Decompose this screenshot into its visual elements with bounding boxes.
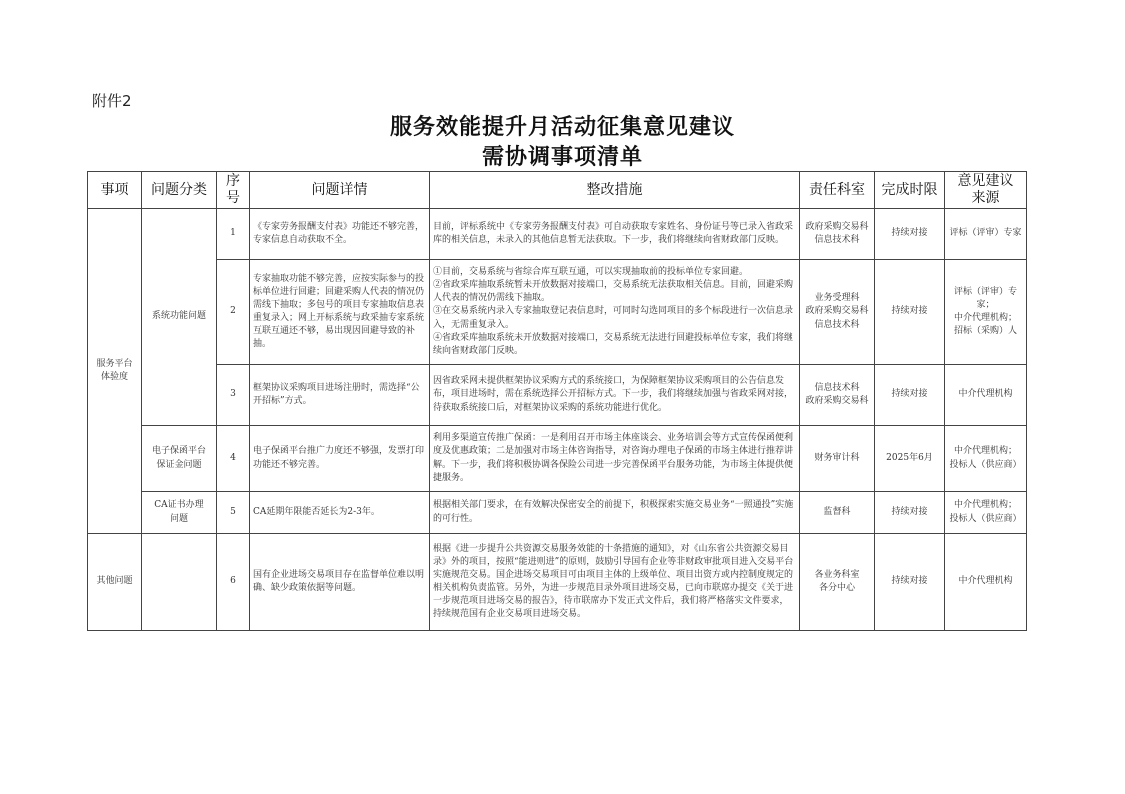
row-detail: 框架协议采购项目进场注册时，需选择“公开招标”方式。	[250, 365, 430, 426]
row-detail: CA延期年限能否延长为2-3年。	[250, 492, 430, 534]
row-measures	[430, 534, 800, 631]
row-deadline: 持续对接	[875, 534, 945, 631]
issues-table	[87, 171, 1027, 631]
group-cell-service-platform: 服务平台 体验度	[88, 209, 142, 534]
measure-paragraph: ①目前，交易系统与省综合库互联互通，可以实现抽取前的投标单位专家回避。	[433, 267, 749, 278]
row-deadline: 持续对接	[875, 209, 945, 260]
category-cell-ca: CA证书办理 问题	[142, 492, 217, 534]
category-cell-system: 系统功能问题	[142, 209, 217, 426]
row-deadline: 持续对接	[875, 365, 945, 426]
header-detail: 问题详情	[250, 172, 430, 209]
header-number: 序号	[217, 172, 250, 209]
row-source: 中介代理机构； 投标人（供应商）	[945, 492, 1027, 534]
measure-paragraph: ③在交易系统内录入专家抽取登记表信息时，可同时勾选同项目的多个标段进行一次信息录入，无需重复录入。	[433, 306, 794, 330]
row-source: 中介代理机构； 投标人（供应商）	[945, 426, 1027, 492]
table-header-row	[88, 172, 1027, 209]
row-department: 业务受理科 政府采购交易科 信息技术科	[800, 260, 875, 365]
document-subtitle: 需协调事项清单	[481, 144, 643, 170]
header-item: 事项	[88, 172, 142, 209]
row-source: 中介代理机构	[945, 365, 1027, 426]
row-number: 3	[217, 365, 250, 426]
row-source: 评标（评审）专家	[945, 209, 1027, 260]
header-source: 意见建议 来源	[945, 172, 1027, 209]
row-detail: 国有企业进场交易项目存在监督单位难以明确、缺少政策依据等问题。	[250, 534, 430, 631]
header-measures: 整改措施	[430, 172, 800, 209]
row-measures	[430, 492, 800, 534]
attachment-label: 附件2	[92, 92, 132, 110]
row-number: 4	[217, 426, 250, 492]
measure-paragraph: 根据相关部门要求，在有效解决保密安全的前提下，积极探索实施交易业务“一照通投”实施的可行性。	[433, 500, 794, 524]
group-cell-other: 其他问题	[88, 534, 142, 631]
row-number: 6	[217, 534, 250, 631]
table-row	[88, 365, 1027, 426]
table-row	[88, 534, 1027, 631]
row-number: 2	[217, 260, 250, 365]
table-row	[88, 426, 1027, 492]
measure-paragraph: 利用多渠道宣传推广保函：一是利用召开市场主体座谈会、业务培训会等方式宣传保函便利度及优惠政策；二是加强对市场主体咨询指导，对咨询办理电子保函的市场主体进行推荐讲解。下一步，我们将积极协调各保险公司进一步完善保函平台服务功能，为市场主体提供便捷服务。	[433, 433, 794, 483]
row-detail: 电子保函平台推广力度还不够强，发票打印功能还不够完善。	[250, 426, 430, 492]
row-source: 中介代理机构	[945, 534, 1027, 631]
header-category: 问题分类	[142, 172, 217, 209]
row-measures	[430, 260, 800, 365]
row-department: 信息技术科 政府采购交易科	[800, 365, 875, 426]
row-department: 监督科	[800, 492, 875, 534]
header-department: 责任科室	[800, 172, 875, 209]
measure-paragraph: 根据《进一步提升公共资源交易服务效能的十条措施的通知》，对《山东省公共资源交易目录》外的项目，按照“能进则进”的原则，鼓励引导国有企业等非财政审批项目进入交易平台实施规范交易。国企进场交易项目可由项目主体的上级单位、项目出资方或内控制度规定的相关机构负责监管。另外，为进一步规范目录外项目进场交易，已向市联席办提交《关于进一步规范项目进场交易的报告》，待市联席办下发正式文件后，我们将严格落实文件要求，持续规范国有企业交易项目进场交易。	[433, 543, 794, 620]
category-cell-other	[142, 534, 217, 631]
row-measures	[430, 365, 800, 426]
row-detail: 《专家劳务报酬支付表》功能还不够完善，专家信息自动获取不全。	[250, 209, 430, 260]
row-number: 1	[217, 209, 250, 260]
row-measures	[430, 209, 800, 260]
row-measures	[430, 426, 800, 492]
table-row	[88, 209, 1027, 260]
measure-paragraph: ②省政采库抽取系统暂未开放数据对接端口，交易系统无法获取相关信息。目前，回避采购人代表的情况仍需线下抽取。	[433, 280, 794, 304]
row-department: 政府采购交易科 信息技术科	[800, 209, 875, 260]
table-row	[88, 492, 1027, 534]
category-cell-guarantee: 电子保函平台 保证金问题	[142, 426, 217, 492]
row-number: 5	[217, 492, 250, 534]
row-deadline: 2025年6月	[875, 426, 945, 492]
row-department: 各业务科室 各分中心	[800, 534, 875, 631]
measure-paragraph: 因省政采网未提供框架协议采购方式的系统接口，为保障框架协议采购项目的公告信息发布，项目进场时，需在系统选择公开招标方式。下一步，我们将继续加强与省政采网对接，待获取系统接口后，对框架协议采购的系统功能进行优化。	[433, 376, 794, 413]
measure-paragraph: ④省政采库抽取系统未开放数据对接端口，交易系统无法进行回避投标单位专家，我们将继续向省财政部门反映。	[433, 332, 794, 356]
row-deadline: 持续对接	[875, 492, 945, 534]
document-title: 服务效能提升月活动征集意见建议	[389, 114, 735, 140]
table-row	[88, 260, 1027, 365]
header-deadline: 完成时限	[875, 172, 945, 209]
measure-paragraph: 目前，评标系统中《专家劳务报酬支付表》可自动获取专家姓名、身份证号等已录入省政采库的相关信息，未录入的其他信息暂无法获取。下一步，我们将继续向省财政部门反映。	[433, 221, 794, 245]
row-department: 财务审计科	[800, 426, 875, 492]
row-deadline: 持续对接	[875, 260, 945, 365]
row-source: 评标（评审）专家； 中介代理机构； 招标（采购）人	[945, 260, 1027, 365]
row-detail: 专家抽取功能不够完善，应按实际参与的投标单位进行回避；回避采购人代表的情况仍需线下抽取；多包号的项目专家抽取信息表重复录入；网上开标系统与政采抽专家系统互联互通还不够，易出现因回避导致的补抽。	[250, 260, 430, 365]
